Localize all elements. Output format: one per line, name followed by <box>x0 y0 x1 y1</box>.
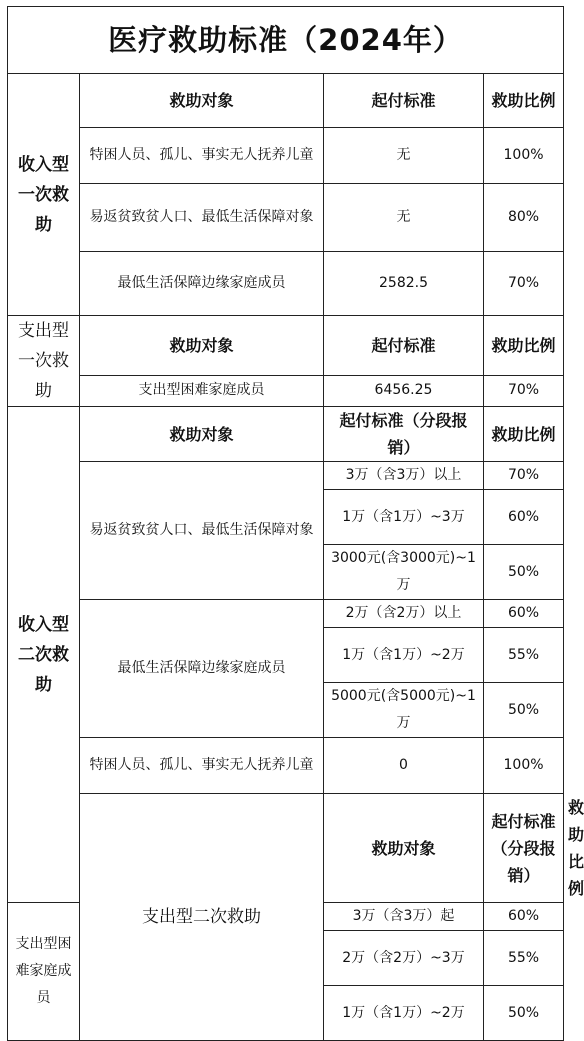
table-row <box>8 738 564 794</box>
ratio-cell: 80% <box>484 184 564 252</box>
s4-category: 支出型二次救助 <box>80 794 324 1041</box>
header-ratio: 救助比例 <box>484 407 564 462</box>
ratio-cell: 100% <box>484 128 564 184</box>
s3-header-row <box>8 407 564 462</box>
table-row <box>8 600 564 628</box>
header-target: 救助对象 <box>324 794 484 903</box>
ratio-cell: 55% <box>484 628 564 683</box>
header-ratio: 救助比例 <box>484 74 564 128</box>
header-ratio: 救助比例 <box>484 316 564 376</box>
ratio-cell: 70% <box>484 462 564 490</box>
ratio-cell: 70% <box>484 252 564 316</box>
s4-header-row: 支出型二次救助 救助对象 起付标准（分段报销） 救助比例 <box>8 794 564 903</box>
ratio-cell: 50% <box>484 683 564 738</box>
s2-header-row <box>8 316 564 376</box>
target-cell: 支出型困难家庭成员 <box>80 375 324 406</box>
threshold-cell: 2万（含2万）以上 <box>324 600 484 628</box>
threshold-cell: 2582.5 <box>324 252 484 316</box>
header-threshold: 起付标准 <box>324 74 484 128</box>
s1-category: 收入型一次救助 <box>8 74 80 316</box>
table-row <box>8 184 564 252</box>
threshold-cell: 1万（含1万）~2万 <box>324 986 484 1041</box>
title-row <box>8 7 564 74</box>
s1-header-row <box>8 74 564 128</box>
header-threshold-segmented: 起付标准（分段报销） <box>484 794 564 903</box>
ratio-cell: 50% <box>484 545 564 600</box>
ratio-cell: 70% <box>484 375 564 406</box>
threshold-cell: 3万（含3万）以上 <box>324 462 484 490</box>
header-threshold-segmented: 起付标准（分段报销） <box>324 407 484 462</box>
threshold-cell: 2万（含2万）~3万 <box>324 931 484 986</box>
table-title: 医疗救助标准（2024年） <box>8 7 564 74</box>
header-target: 救助对象 <box>80 316 324 376</box>
medical-aid-standards-table <box>7 6 584 1041</box>
s3-category: 收入型二次救助 <box>8 407 80 903</box>
target-cell: 特困人员、孤儿、事实无人抚养儿童 <box>80 128 324 184</box>
ratio-cell: 60% <box>484 600 564 628</box>
header-target: 救助对象 <box>80 407 324 462</box>
table-row <box>8 252 564 316</box>
threshold-cell: 1万（含1万）~2万 <box>324 628 484 683</box>
target-cell: 易返贫致贫人口、最低生活保障对象 <box>80 184 324 252</box>
target-cell: 最低生活保障边缘家庭成员 <box>80 252 324 316</box>
threshold-cell: 6456.25 <box>324 375 484 406</box>
standards-document <box>7 6 584 1041</box>
target-cell: 特困人员、孤儿、事实无人抚养儿童 <box>80 738 324 794</box>
threshold-cell: 无 <box>324 128 484 184</box>
threshold-cell: 3000元(含3000元)~1万 <box>324 545 484 600</box>
header-target: 救助对象 <box>80 74 324 128</box>
table-row <box>8 375 564 406</box>
threshold-cell: 无 <box>324 184 484 252</box>
target-cell: 支出型困难家庭成员 <box>8 903 80 1041</box>
threshold-cell: 5000元(含5000元)~1万 <box>324 683 484 738</box>
threshold-cell: 1万（含1万）~3万 <box>324 490 484 545</box>
header-threshold: 起付标准 <box>324 316 484 376</box>
ratio-cell: 55% <box>484 931 564 986</box>
target-cell: 最低生活保障边缘家庭成员 <box>80 600 324 738</box>
table-row <box>8 128 564 184</box>
table-row <box>8 462 564 490</box>
ratio-cell: 60% <box>484 490 564 545</box>
ratio-cell: 60% <box>484 903 564 931</box>
ratio-cell: 50% <box>484 986 564 1041</box>
ratio-cell: 100% <box>484 738 564 794</box>
target-cell: 易返贫致贫人口、最低生活保障对象 <box>80 462 324 600</box>
s2-category: 支出型一次救助 <box>8 316 80 407</box>
threshold-cell: 3万（含3万）起 <box>324 903 484 931</box>
threshold-cell: 0 <box>324 738 484 794</box>
